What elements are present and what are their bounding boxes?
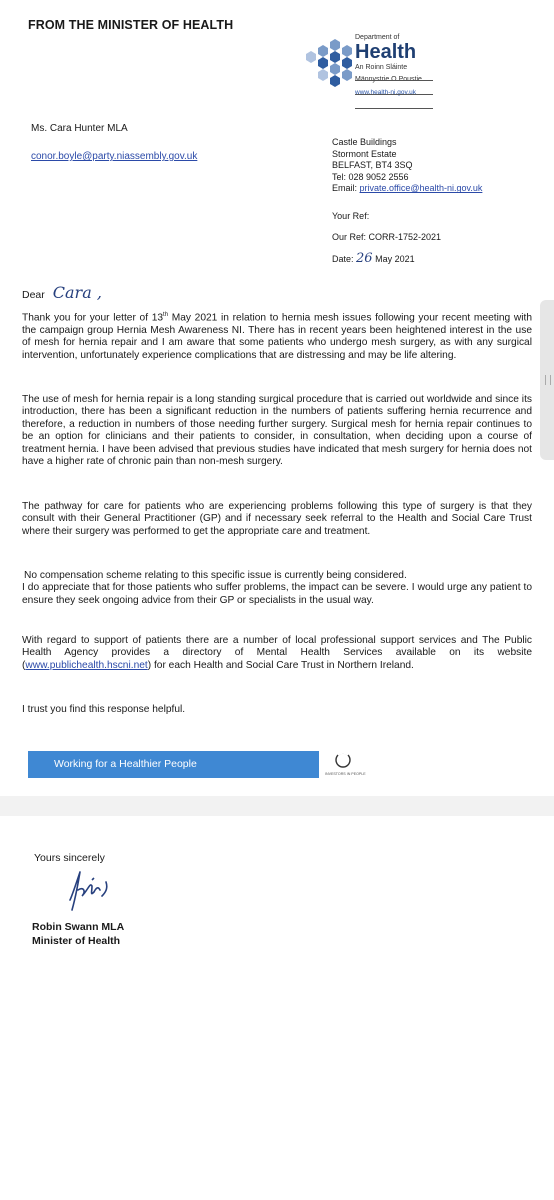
paragraph-3-text: The pathway for care for patients who are experiencing problems following this type of surgery is that they consult with their General Practitioner (GP) and if necessary seek referral to the Health and Social Care Trust where their surgery was performed to get the appropriate care and treatment. xyxy=(22,501,532,537)
our-ref: Our Ref: CORR-1752-2021 xyxy=(332,232,442,242)
investors-in-people-label: INVESTORS IN PEOPLE xyxy=(325,772,366,776)
paragraph-3 xyxy=(22,501,532,538)
closing-sincerely: Yours sincerely xyxy=(34,852,105,864)
address-line: BELFAST, BT4 3SQ xyxy=(332,160,413,171)
department-name-block xyxy=(355,34,422,96)
logo-divider xyxy=(355,80,433,81)
paragraph-6 xyxy=(22,704,532,716)
paragraph-1 xyxy=(22,309,532,362)
paragraph-4-line-1: No compensation scheme relating to this specific issue is currently being considered. xyxy=(24,570,407,581)
date-month-year: May 2021 xyxy=(375,254,415,264)
paragraph-6-text: I trust you find this response helpful. xyxy=(22,704,186,715)
date-handwritten-day: 26 xyxy=(356,251,373,266)
logo-divider xyxy=(355,108,433,109)
date-label: Date: xyxy=(332,254,354,264)
paragraph-1-superscript: th xyxy=(163,312,169,318)
paragraph-4-rest: I do appreciate that for those patients who suffer problems, the impact can be severe. I would urge any patient to ensure they seek ongoing advice from their GP or specialists in the usual way. xyxy=(22,582,532,606)
publichealth-link[interactable]: www.publichealth.hscni.net xyxy=(25,659,148,671)
department-website: www.health-ni.gov.uk xyxy=(355,89,416,96)
address-email-row xyxy=(332,183,482,195)
paragraph-1-text-b: May 2021 in relation to hernia mesh issues following your recent meeting with the campaign group Hernia Mesh Awareness NI. There has in recent years been heightened interest in the use of mesh for hernia repair and I am aware that some patients who undergo mesh surgery, as with any surgical intervention, unfortunately experience complications that are distressing and may be life altering. xyxy=(22,312,532,361)
footer-slogan-band xyxy=(28,751,319,778)
address-email-label: Email: xyxy=(332,183,360,194)
department-health-label: Health xyxy=(355,41,417,63)
address-email-link[interactable]: private.office@health-ni.gov.uk xyxy=(359,183,483,194)
logo-divider xyxy=(355,94,433,95)
greeting-dear: Dear xyxy=(22,289,45,301)
your-ref: Your Ref: xyxy=(332,211,370,221)
sender-address xyxy=(332,137,482,195)
grip-icon xyxy=(545,375,551,385)
department-ulster-scots-label: Männystrie O Poustie xyxy=(355,76,422,83)
paragraph-4 xyxy=(22,570,532,607)
scroll-handle[interactable] xyxy=(540,300,554,460)
date-row xyxy=(332,248,441,270)
paragraph-5 xyxy=(22,635,532,672)
paragraph-5-text-b: ) for each Health and Social Care Trust in Northern Ireland. xyxy=(147,659,414,671)
greeting-handwritten-name: Cara , xyxy=(52,283,102,302)
reference-block xyxy=(332,206,441,270)
recipient-email-link[interactable]: conor.boyle@party.niassembly.gov.uk xyxy=(31,151,198,162)
signatory-block xyxy=(32,921,124,948)
department-of-label: Department of xyxy=(355,34,400,41)
signatory-name: Robin Swann MLA xyxy=(32,921,125,933)
footer-slogan: Working for a Healthier People xyxy=(54,758,197,770)
signatory-title: Minister of Health xyxy=(32,934,121,947)
paragraph-1-text-a: Thank you for your letter of 13 xyxy=(22,312,164,324)
recipient-name: Ms. Cara Hunter MLA xyxy=(31,123,128,134)
paragraph-2-text: The use of mesh for hernia repair is a long standing surgical procedure that is carried out worldwide and since its introduction, there has been a significant reduction in the numbers of patients suffering hernia recurrence and therefore, a reduction in numbers of those needing further surgery. Surgical mesh for hernia repair continues to be an option for clinicians and their patients to consider, in consultation, when deciding upon a course of treatment hernia. I have been advised that previous studies have indicated that mesh surgery for hernia does not have a higher rate of chronic pain than non-mesh surgery. xyxy=(22,394,532,468)
greeting xyxy=(22,283,102,302)
address-line: Castle Buildings xyxy=(332,137,397,147)
address-tel: Tel: 028 9052 2556 xyxy=(332,171,409,182)
recipient-block xyxy=(31,123,197,162)
page-separator xyxy=(0,796,554,816)
department-irish-label: An Roinn Sláinte xyxy=(355,64,408,71)
letter-heading: FROM THE MINISTER OF HEALTH xyxy=(28,18,234,32)
address-line: Stormont Estate xyxy=(332,148,397,159)
handwritten-signature-icon xyxy=(62,866,132,914)
paragraph-5-text-a: With regard to support of patients there are a number of local professional support services and The Public Health Agency provides a directory of Mental Health Services available on its website ( xyxy=(22,635,532,671)
paragraph-2 xyxy=(22,394,532,468)
